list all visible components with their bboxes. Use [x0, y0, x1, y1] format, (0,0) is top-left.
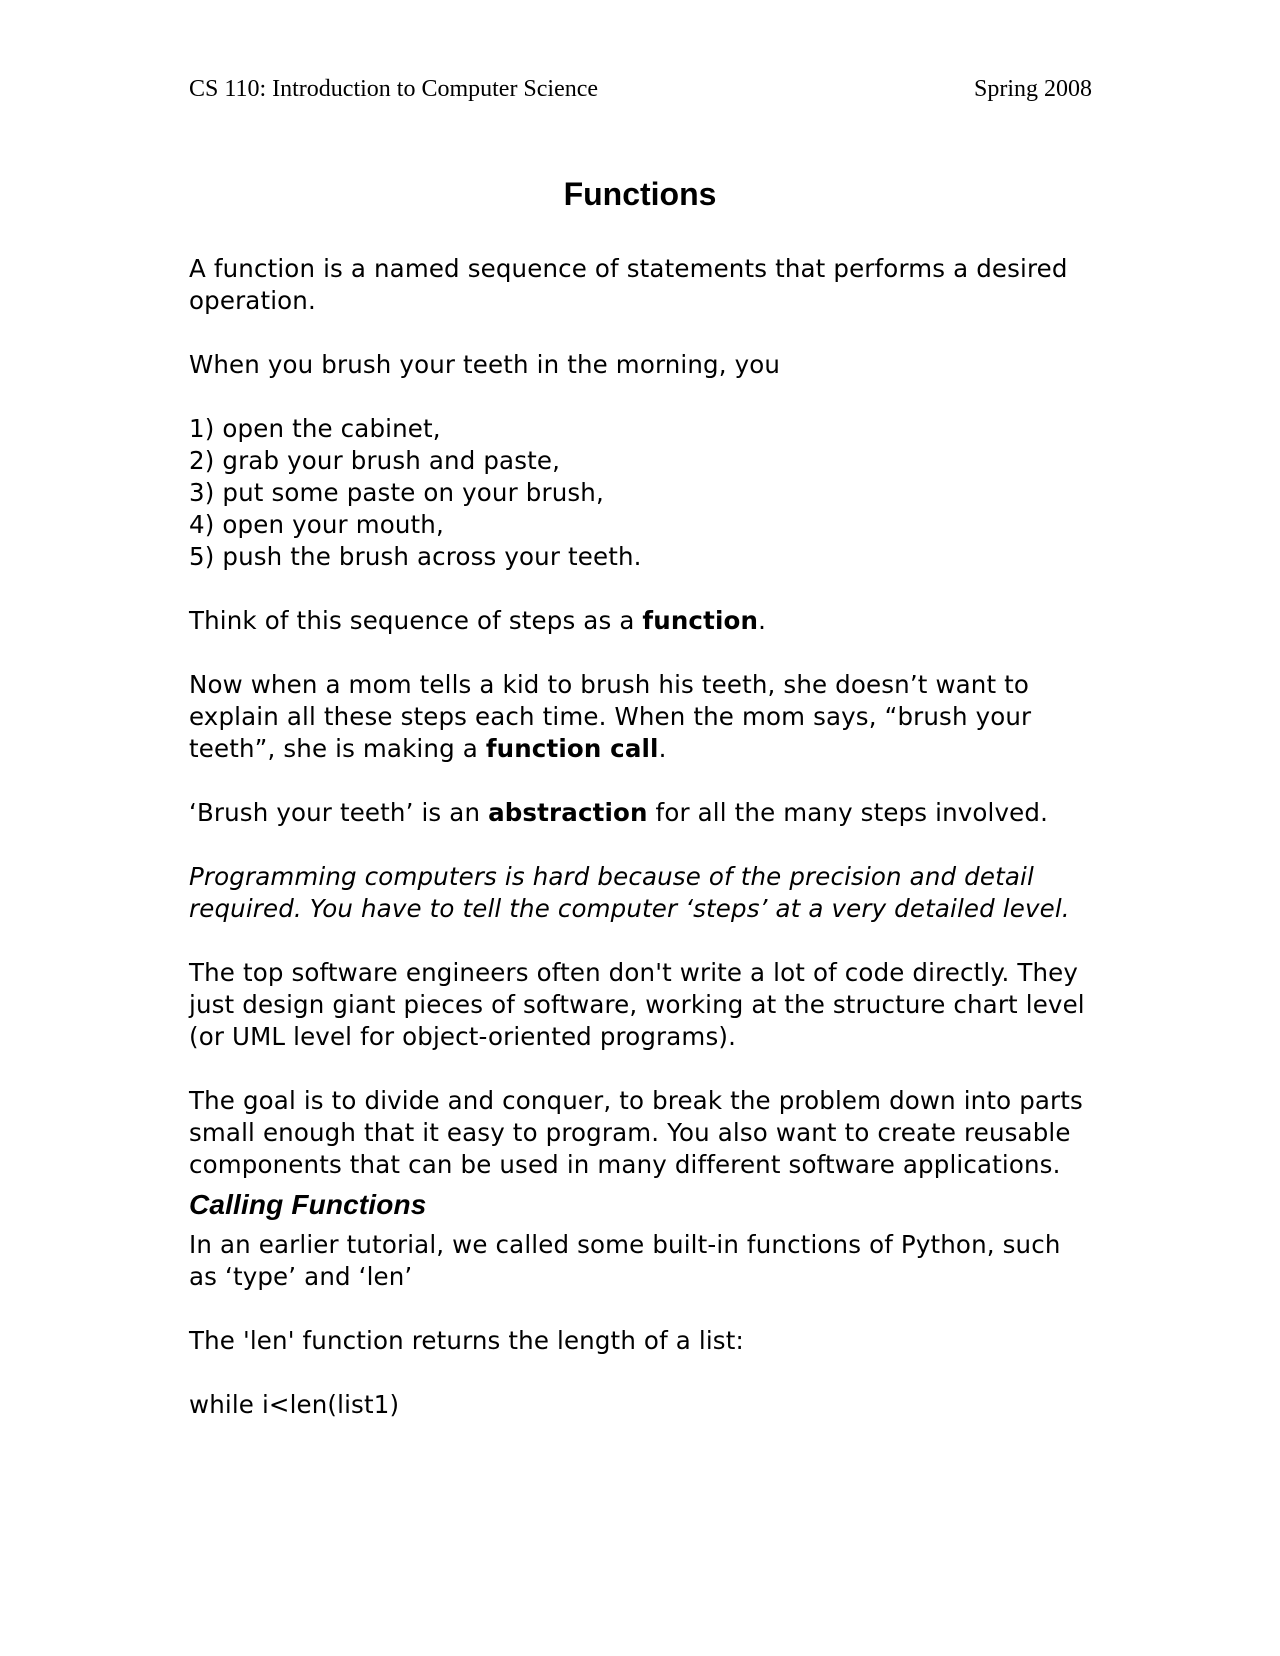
paragraph-builtin-functions: In an earlier tutorial, we called some built-in functions of Python, such as ‘type’ and ‘len’ — [189, 1230, 1061, 1291]
paragraph-divide-conquer: The goal is to divide and conquer, to break the problem down into parts small enough that it easy to program. You also want to create reusable components that can be used in many different software applications. — [189, 1086, 1083, 1179]
paragraph-software-engineers: The top software engineers often don't write a lot of code directly. They just design giant pieces of software, working at the structure chart level (or UML level for object-oriented programs). — [189, 958, 1085, 1051]
steps-list — [189, 413, 1089, 573]
text-run: for all the many steps involved. — [647, 798, 1049, 827]
document-body — [189, 253, 1089, 1453]
term-function: function — [642, 606, 759, 635]
paragraph-definition: A function is a named sequence of statements that performs a desired operation. — [189, 254, 1068, 315]
text-run: . — [758, 606, 767, 635]
text-run: Now when a mom tells a kid to brush his teeth, she doesn’t want to explain all these steps each time. When the mom says, “brush your teeth”, she is making a — [189, 670, 1032, 763]
paragraph-function-call — [189, 669, 1089, 765]
paragraph-programming-hard: Programming computers is hard because of the precision and detail required. You have to tell the computer ‘steps’ at a very detailed level. — [189, 862, 1070, 923]
term-label: Spring 2008 — [973, 76, 1092, 102]
paragraph-brush-intro: When you brush your teeth in the morning, you — [189, 350, 781, 379]
text-run: . — [658, 734, 667, 763]
list-item: 4) open your mouth, — [189, 510, 444, 539]
course-title: CS 110: Introduction to Computer Science — [189, 76, 599, 102]
paragraph-len-function: The 'len' function returns the length of a list: — [189, 1326, 744, 1355]
code-example: while i<len(list1) — [189, 1390, 400, 1419]
term-function-call: function call — [485, 734, 659, 763]
term-abstraction: abstraction — [488, 798, 648, 827]
text-run: Think of this sequence of steps as a — [189, 606, 643, 635]
list-item: 5) push the brush across your teeth. — [189, 542, 642, 571]
section-heading-calling-functions: Calling Functions — [189, 1189, 427, 1220]
list-item: 2) grab your brush and paste, — [189, 446, 561, 475]
text-run: ‘Brush your teeth’ is an — [189, 798, 489, 827]
page-header — [189, 74, 1092, 104]
paragraph-think-function — [189, 605, 1089, 637]
paragraph-abstraction — [189, 797, 1089, 829]
list-item: 1) open the cabinet, — [189, 414, 441, 443]
document-title: Functions — [563, 176, 717, 212]
list-item: 3) put some paste on your brush, — [189, 478, 604, 507]
